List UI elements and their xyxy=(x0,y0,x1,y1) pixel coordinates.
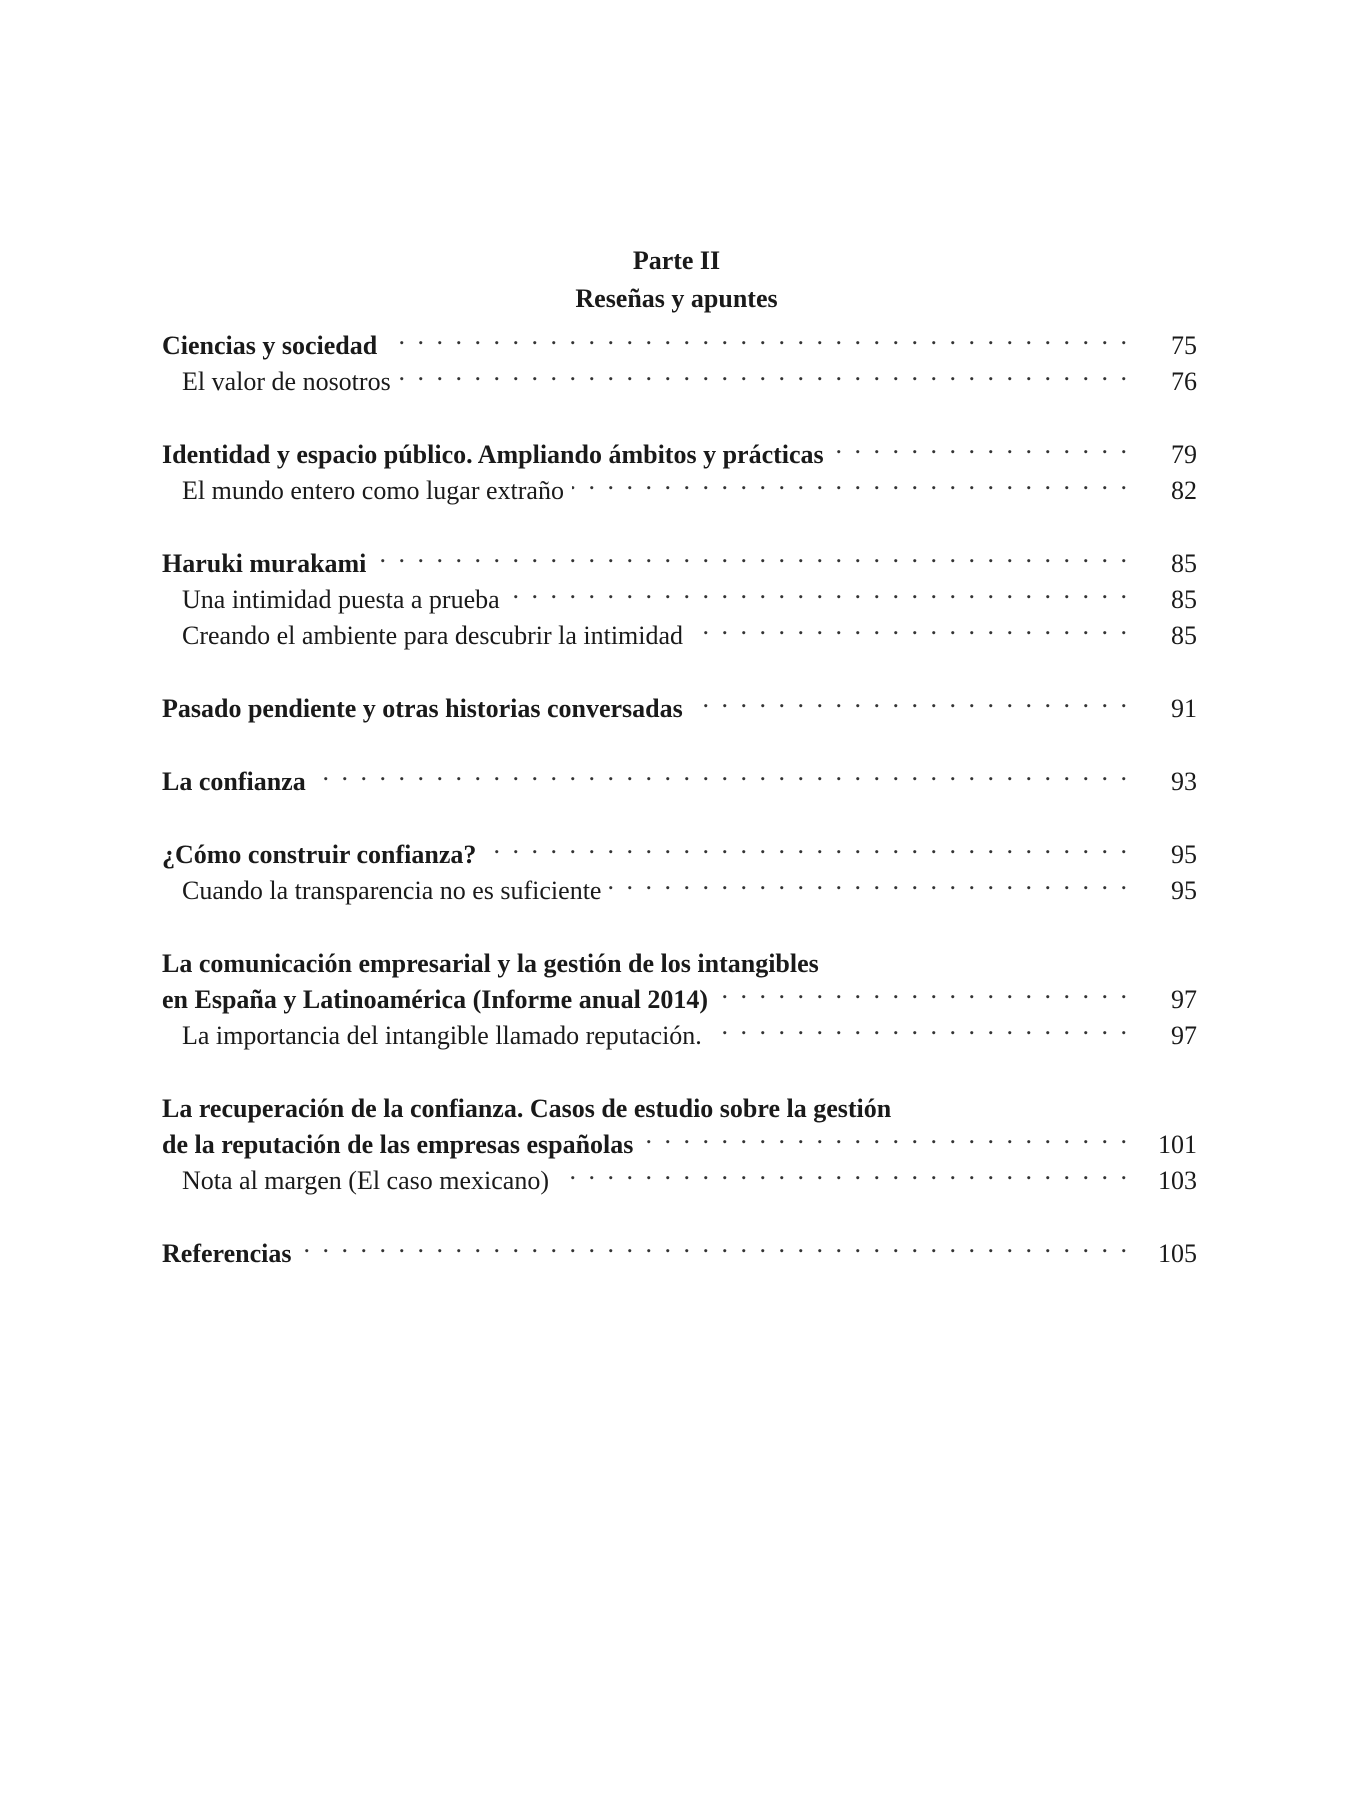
part-title: Parte II xyxy=(632,246,721,275)
dot-leader xyxy=(385,318,1127,354)
page-number: 85 xyxy=(1171,621,1197,650)
toc-entry-recuperacion[interactable]: de la reputación de las empresas españolas . . . 101 xyxy=(162,1117,1197,1153)
dot-leader xyxy=(832,427,1127,463)
page-number: 85 xyxy=(1171,585,1197,614)
page-number: 75 xyxy=(1171,331,1197,360)
page-number: 97 xyxy=(1171,1021,1197,1050)
page-number: 103 xyxy=(1158,1166,1197,1195)
dot-leader xyxy=(484,827,1127,863)
dot-leader xyxy=(508,572,1127,608)
page-number: 93 xyxy=(1171,767,1197,796)
table-of-contents xyxy=(162,318,1197,1268)
page-number: 76 xyxy=(1171,367,1197,396)
toc-entry-haruki[interactable]: Haruki murakami . . . 85 xyxy=(162,536,1197,572)
page-number: 101 xyxy=(1158,1130,1197,1159)
dot-leader xyxy=(374,536,1127,572)
toc-entry-comunicacion[interactable]: en España y Latinoamérica (Informe anual 2014) . . . 97 xyxy=(162,972,1197,1008)
page-number: 95 xyxy=(1171,876,1197,905)
toc-entry-creando[interactable]: Creando el ambiente para descubrir la intimidad . . . 85 xyxy=(162,608,1197,644)
page-number: 97 xyxy=(1171,985,1197,1014)
toc-entry-construir[interactable]: ¿Cómo construir confianza? . . . 95 xyxy=(162,827,1197,863)
dot-leader xyxy=(641,1117,1127,1153)
dot-leader xyxy=(557,1153,1127,1189)
dot-leader xyxy=(691,681,1127,717)
part-subtitle: Reseñas y apuntes xyxy=(575,284,778,313)
dot-leader xyxy=(691,608,1127,644)
toc-entry-pasado[interactable]: Pasado pendiente y otras historias conversadas . . . 91 xyxy=(162,681,1197,717)
dot-leader xyxy=(399,354,1127,390)
dot-leader xyxy=(314,754,1127,790)
page-number: 79 xyxy=(1171,440,1197,469)
page-number: 82 xyxy=(1171,476,1197,505)
toc-entry-identidad[interactable]: Identidad y espacio público. Ampliando ámbitos y prácticas . . . 79 xyxy=(162,427,1197,463)
toc-entry-importancia[interactable]: La importancia del intangible llamado reputación. . . . 97 xyxy=(162,1008,1197,1044)
toc-entry-intimidad[interactable]: Una intimidad puesta a prueba . . . 85 xyxy=(162,572,1197,608)
toc-entry-referencias[interactable]: Referencias . . . 105 xyxy=(162,1226,1197,1262)
toc-entry-comunicacion-line1[interactable]: La comunicación empresarial y la gestión de los intangibles xyxy=(162,949,819,978)
page-number: 91 xyxy=(1171,694,1197,723)
dot-leader xyxy=(716,972,1127,1008)
toc-entry-mundo[interactable]: El mundo entero como lugar extraño . . . 82 xyxy=(162,463,1197,499)
page-number: 105 xyxy=(1158,1239,1197,1268)
toc-entry-transparencia[interactable]: Cuando la transparencia no es suficiente . . . 95 xyxy=(162,863,1197,899)
toc-entry-valor[interactable]: El valor de nosotros . . . 76 xyxy=(162,354,1197,390)
page-number: 95 xyxy=(1171,840,1197,869)
dot-leader xyxy=(710,1008,1127,1044)
toc-entry-confianza[interactable]: La confianza . . . 93 xyxy=(162,754,1197,790)
dot-leader xyxy=(609,863,1127,899)
toc-entry-recuperacion-line1[interactable]: La recuperación de la confianza. Casos de estudio sobre la gestión xyxy=(162,1094,892,1123)
toc-entry-ciencias[interactable]: Ciencias y sociedad . . . 75 xyxy=(162,318,1197,354)
page-number: 85 xyxy=(1171,549,1197,578)
dot-leader xyxy=(572,463,1127,499)
toc-entry-nota[interactable]: Nota al margen (El caso mexicano) . . . 103 xyxy=(162,1153,1197,1189)
dot-leader xyxy=(299,1226,1127,1262)
